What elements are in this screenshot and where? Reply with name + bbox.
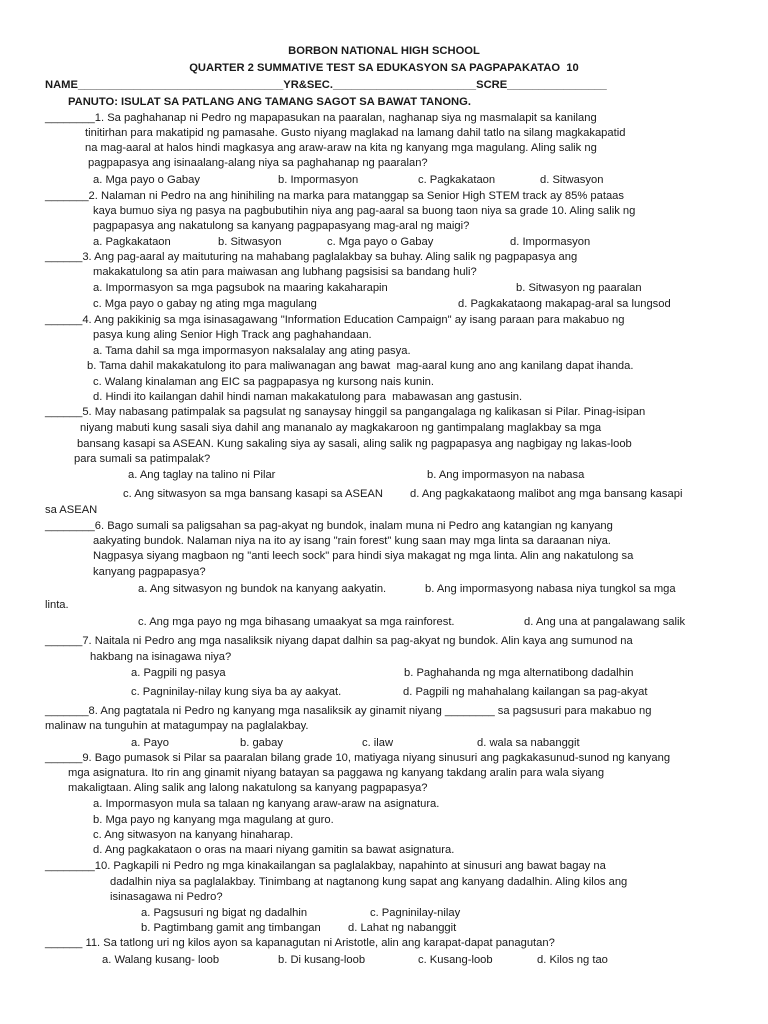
question-11-option-a: a. Walang kusang- loob: [102, 954, 220, 966]
question-8-option-b: b. gabay: [240, 737, 283, 749]
question-7-option-a: a. Pagpili ng pasya: [131, 667, 226, 679]
question-5-stem-line: para sumali sa patimpalak?: [74, 453, 211, 465]
question-6-stem-line: ________6. Bago sumali sa paligsahan sa pag-akyat ng bundok, inalam muna ni Pedro ang katangian ng kanyang: [45, 520, 613, 532]
question-6-option-a: a. Ang sitwasyon ng bundok na kanyang aakyatin.: [138, 583, 387, 595]
question-3-stem-line: ______3. Ang pag-aaral ay maituturing na mahabang paglalakbay sa buhay. Aling salik ng pagpapasya ang: [45, 251, 578, 263]
question-9-stem-line: ______9. Bago pumasok si Pilar sa paaralan bilang grade 10, matiyaga niyang sinusuri ang pagkakasunud-sunod ng kanyang: [45, 752, 671, 764]
instructions: PANUTO: ISULAT SA PATLANG ANG TAMANG SAGOT SA BAWAT TANONG.: [68, 96, 471, 108]
question-5-stem-line: ______5. May nabasang patimpalak sa pagsulat ng sanaysay hinggil sa pangangalaga ng kalikasan si Pilar. Pinag-isipan: [45, 406, 646, 418]
question-10-stem-line: isinasagawa ni Pedro?: [110, 891, 223, 903]
question-5-option-c: c. Ang sitwasyon sa mga bansang kasapi sa ASEAN: [123, 488, 383, 500]
question-1-stem-line: pagpapasya ang isinaalang-alang niya sa paghahanap ng paaralan?: [88, 157, 428, 169]
question-2-stem-line: _______2. Nalaman ni Pedro na ang hinihiling na marka para matanggap sa Senior High STEM track ay 85% pataas: [45, 190, 624, 202]
question-11-option-c: c. Kusang-loob: [418, 954, 493, 966]
question-7-option-d: d. Pagpili ng mahahalang kailangan sa pag-akyat: [403, 686, 648, 698]
question-4-option-b: b. Tama dahil makakatulong ito para maliwanagan ang bawat mag-aaral kung ano ang kanilang dapat ihanda.: [87, 360, 634, 372]
question-3-option-c: c. Mga payo o gabay ng ating mga magulang: [93, 298, 317, 310]
question-2-stem-line: pagpapasya ang nakatulong sa kanyang pagpapasyang mag-aral ng maigi?: [93, 220, 470, 232]
question-1-stem-line: na mag-aaral at halos hindi magkasya ang araw-araw na kita ng kanyang mga magulang. Aling salik ng: [85, 142, 597, 154]
question-8-stem-line: malinaw na tunguhin at matagumpay na paglalakbay.: [45, 720, 309, 732]
question-5-option-b: b. Ang impormasyon na nabasa: [427, 469, 585, 481]
question-5-option-a: a. Ang taglay na talino ni Pilar: [128, 469, 276, 481]
question-8-option-c: c. ilaw: [362, 737, 394, 749]
question-5-stem-line: bansang kasapi sa ASEAN. Kung sakaling siya ay sasali, aling salik ng pagpapasya ang nagbigay ng lakas-loob: [77, 438, 632, 450]
question-9-option-c: c. Ang sitwasyon na kanyang hinaharap.: [93, 829, 294, 841]
question-7-stem-line: ______7. Naitala ni Pedro ang mga nasaliksik niyang dapat dalhin sa pag-akyat ng bundok. Alin kaya ang sumunod na: [45, 635, 633, 647]
question-9-option-d: d. Ang pagkakataon o oras na maari niyang gamitin sa bawat asignatura.: [93, 844, 455, 856]
question-10-option-a: a. Pagsusuri ng bigat ng dadalhin: [141, 907, 308, 919]
school-name: BORBON NATIONAL HIGH SCHOOL: [288, 45, 480, 57]
question-4-option-a: a. Tama dahil sa mga impormasyon naksalalay ang ating pasya.: [93, 345, 411, 357]
question-2-option-b: b. Sitwasyon: [218, 236, 282, 248]
question-4-option-d: d. Hindi ito kailangan dahil hindi naman makakatulong para mabawasan ang gastusin.: [93, 391, 523, 403]
question-1-option-b: b. Impormasyon: [278, 174, 359, 186]
question-1-option-d: d. Sitwasyon: [540, 174, 604, 186]
question-8-option-a: a. Payo: [131, 737, 169, 749]
question-11-stem-line: ______ 11. Sa tatlong uri ng kilos ayon sa kapanagutan ni Aristotle, alin ang karapat-dapat panagutan?: [45, 937, 555, 949]
test-title: QUARTER 2 SUMMATIVE TEST SA EDUKASYON SA PAGPAPAKATAO 10: [189, 62, 579, 74]
question-3-stem-line: makakatulong sa atin para maiwasan ang lubhang pagsisisi sa bandang huli?: [93, 266, 477, 278]
question-2-option-c: c. Mga payo o Gabay: [327, 236, 434, 248]
question-2-option-a: a. Pagkakataon: [93, 236, 171, 248]
question-6-stem-line: Nagpasya siyang magbaon ng "anti leech sock" para hindi siya makagat ng mga linta. Alin ang nakatulong sa: [93, 550, 634, 562]
question-6-option-c: c. Ang mga payo ng mga bihasang umaakyat sa mga rainforest.: [138, 616, 455, 628]
question-1-stem-line: ________1. Sa paghahanap ni Pedro ng mapapasukan na paaralan, naghanap siya ng masmalapit sa kanilang: [45, 112, 597, 124]
question-2-stem-line: kaya bumuo siya ng pasya na pagbubutihin niya ang pag-aaral sa buong taon niya sa grade 10. Aling salik ng: [93, 205, 636, 217]
question-4-stem-line: pasya kung aling Senior High Track ang paghahandaan.: [93, 329, 372, 341]
question-5-option-d-continued: sa ASEAN: [45, 504, 98, 516]
question-4-option-c: c. Walang kinalaman ang EIC sa pagpapasya ng kursong nais kunin.: [93, 376, 435, 388]
question-9-stem-line: makaligtaan. Aling salik ang lalong nakatulong sa kanyang pagpapasya?: [68, 782, 428, 794]
question-1-stem-line: tinitirhan para makatipid ng pamasahe. Gusto niyang maglakad na lamang dahil tatlo na silang magkakapatid: [85, 127, 626, 139]
question-10-option-b: b. Pagtimbang gamit ang timbangan: [141, 922, 321, 934]
question-3-option-d: d. Pagkakataong makapag-aral sa lungsod: [458, 298, 671, 310]
question-9-option-a: a. Impormasyon mula sa talaan ng kanyang araw-araw na asignatura.: [93, 798, 440, 810]
question-3-option-b: b. Sitwasyon ng paaralan: [516, 282, 642, 294]
question-1-option-a: a. Mga payo o Gabay: [93, 174, 200, 186]
question-8-option-d: d. wala sa nabanggit: [477, 737, 580, 749]
question-10-option-d: d. Lahat ng nabanggit: [348, 922, 457, 934]
question-11-option-d: d. Kilos ng tao: [537, 954, 608, 966]
student-info-fields: NAME_________________________________YR&SEC._______________________SCRE________________: [45, 79, 607, 91]
question-6-stem-line: kanyang pagpapasya?: [93, 566, 206, 578]
question-6-option-d: d. Ang una at pangalawang salik: [524, 616, 686, 628]
question-7-option-b: b. Paghahanda ng mga alternatibong dadalhin: [404, 667, 634, 679]
question-5-stem-line: niyang mabuti kung sasali siya dahil ang mananalo ay magkakaroon ng gantimpalang maglakbay sa mga: [80, 422, 602, 434]
question-2-option-d: d. Impormasyon: [510, 236, 591, 248]
question-5-option-d: d. Ang pagkakataong malibot ang mga bansang kasapi: [410, 488, 683, 500]
question-8-stem-line: _______8. Ang pagtatala ni Pedro ng kanyang mga nasaliksik ay ginamit niyang ________ sa pagsusuri para makabuo ng: [45, 705, 652, 717]
question-9-stem-line: mga asignatura. Ito rin ang ginamit niyang batayan sa paggawa ng kanyang takdang aralin para wala siyang: [68, 767, 605, 779]
question-10-stem-line: dadalhin niya sa paglalakbay. Tinimbang at nagtanong kung sapat ang kanyang dadalhin. Aling kilos ang: [110, 876, 628, 888]
question-3-option-a: a. Impormasyon sa mga pagsubok na maaring kakaharapin: [93, 282, 388, 294]
question-9-option-b: b. Mga payo ng kanyang mga magulang at guro.: [93, 814, 334, 826]
question-6-stem-line: aakyating bundok. Nalaman niya na ito ay isang "rain forest" kung saan may mga linta sa daraanan niya.: [93, 535, 611, 547]
question-11-option-b: b. Di kusang-loob: [278, 954, 366, 966]
question-7-option-c: c. Pagninilay-nilay kung siya ba ay aakyat.: [131, 686, 342, 698]
question-10-stem-line: ________10. Pagkapili ni Pedro ng mga kinakailangan sa paglalakbay, napahinto at sinusuri ang bawat bagay na: [45, 860, 606, 872]
question-6-option-b: b. Ang impormasyong nabasa niya tungkol sa mga: [425, 583, 676, 595]
question-1-option-c: c. Pagkakataon: [418, 174, 496, 186]
question-4-stem-line: ______4. Ang pakikinig sa mga isinasagawang "Information Education Campaign" ay isang paraan para makabuo ng: [45, 314, 625, 326]
question-6-option-b-continued: linta.: [45, 599, 69, 611]
question-7-stem-line: hakbang na isinagawa niya?: [90, 651, 232, 663]
question-10-option-c: c. Pagninilay-nilay: [370, 907, 461, 919]
